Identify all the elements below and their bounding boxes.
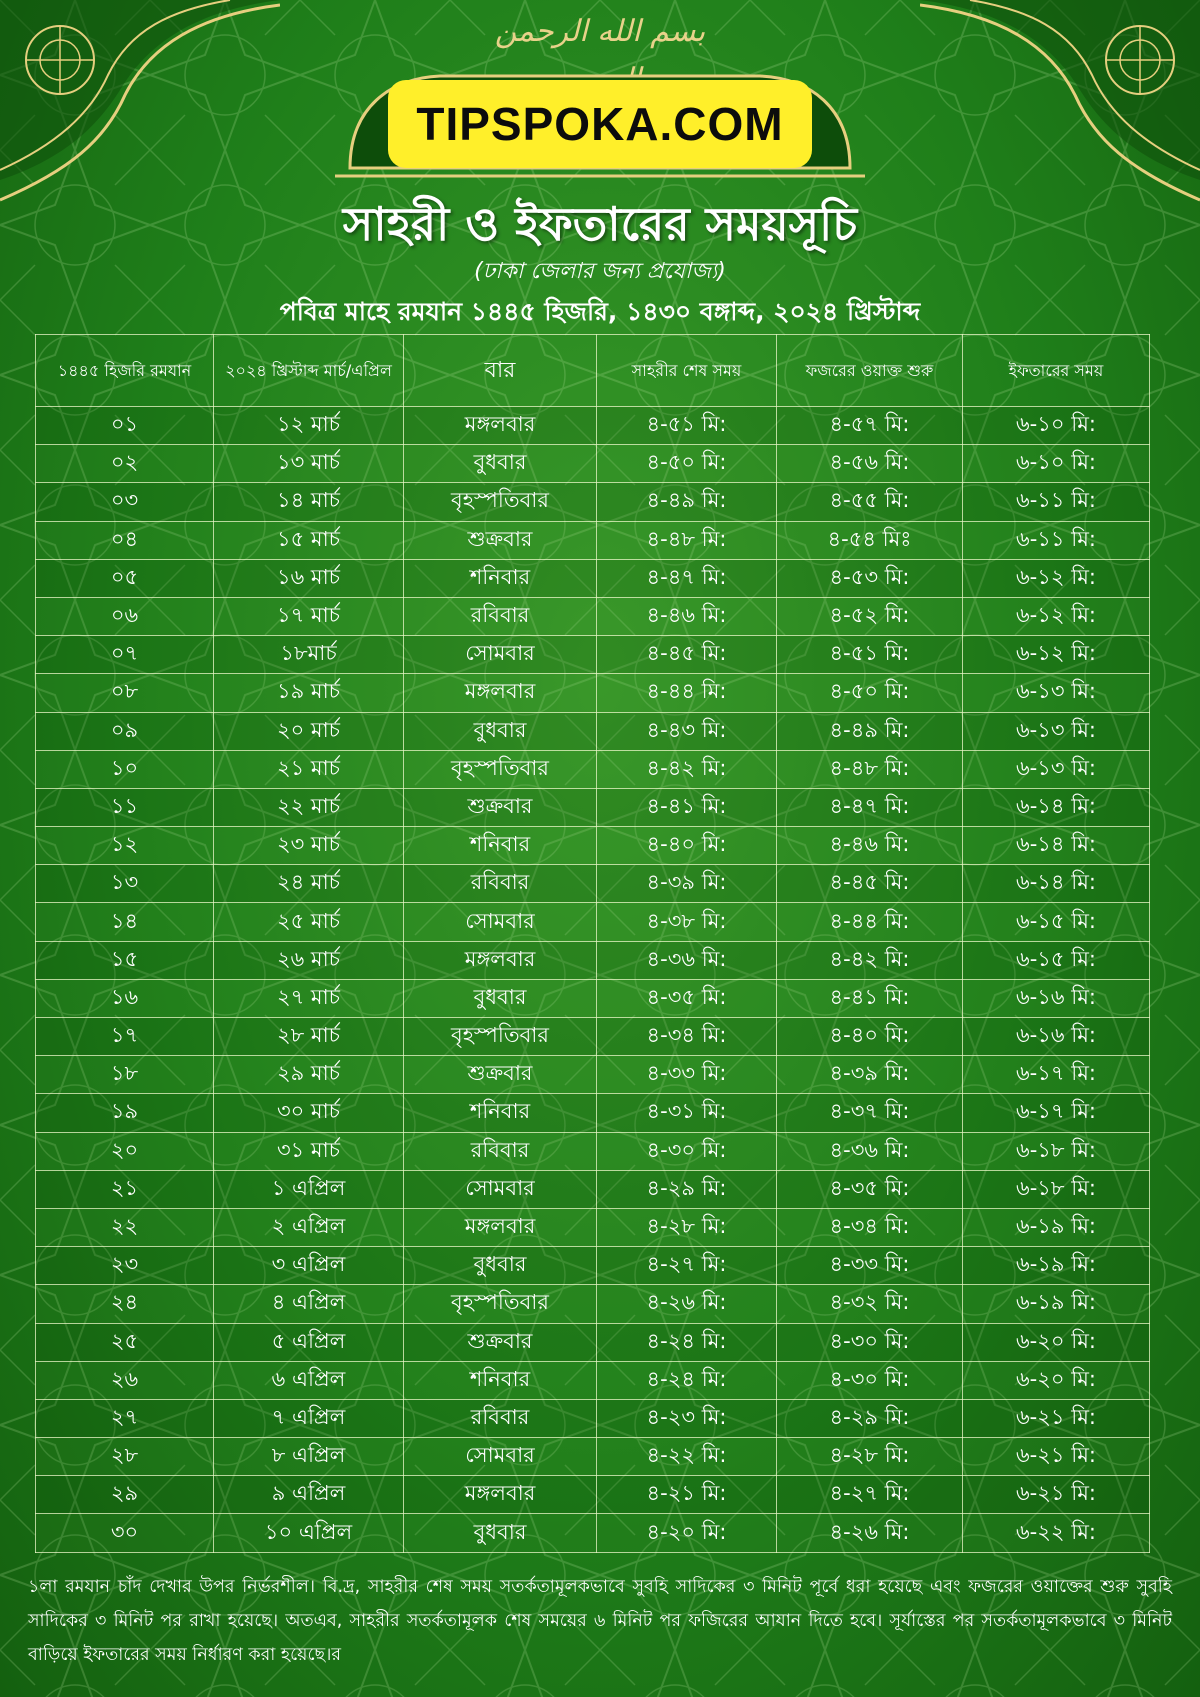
cell-fajr-start: ৪-৪৯ মি: (777, 712, 963, 750)
cell-sehri-end: ৪-৩৯ মি: (597, 865, 777, 903)
cell-day: রবিবার (404, 1399, 597, 1437)
cell-hijri: ১০ (36, 750, 214, 788)
schedule-body (36, 407, 1150, 1553)
cell-hijri: ১৯ (36, 1094, 214, 1132)
cell-fajr-start: ৪-৫৫ মি: (777, 483, 963, 521)
cell-fajr-start: ৪-৩৯ মি: (777, 1056, 963, 1094)
cell-hijri: ০১ (36, 407, 214, 445)
cell-iftar: ৬-১২ মি: (963, 597, 1150, 635)
cell-date: ২২ মার্চ (214, 788, 404, 826)
table-row (36, 1132, 1150, 1170)
cell-date: ২৬ মার্চ (214, 941, 404, 979)
cell-date: ২৫ মার্চ (214, 903, 404, 941)
cell-sehri-end: ৪-৪১ মি: (597, 788, 777, 826)
header-sehri-end: সাহরীর শেষ সময় (597, 335, 777, 407)
table-row (36, 865, 1150, 903)
cell-date: ১৬ মার্চ (214, 559, 404, 597)
cell-iftar: ৬-১০ মি: (963, 407, 1150, 445)
cell-day: শুক্রবার (404, 1056, 597, 1094)
cell-date: ২৯ মার্চ (214, 1056, 404, 1094)
cell-hijri: ০৮ (36, 674, 214, 712)
cell-fajr-start: ৪-৪২ মি: (777, 941, 963, 979)
cell-day: বৃহস্পতিবার (404, 750, 597, 788)
header-fajr-start: ফজরের ওয়াক্ত শুরু (777, 335, 963, 407)
cell-sehri-end: ৪-৪২ মি: (597, 750, 777, 788)
table-header-row (36, 335, 1150, 407)
cell-hijri: ০৬ (36, 597, 214, 635)
cell-date: ২ এপ্রিল (214, 1208, 404, 1246)
cell-iftar: ৬-১৭ মি: (963, 1094, 1150, 1132)
table-row (36, 1018, 1150, 1056)
cell-iftar: ৬-১৪ মি: (963, 827, 1150, 865)
cell-sehri-end: ৪-৪৬ মি: (597, 597, 777, 635)
cell-day: শুক্রবার (404, 1323, 597, 1361)
cell-date: ১৪ মার্চ (214, 483, 404, 521)
table-row (36, 979, 1150, 1017)
cell-sehri-end: ৪-৪৪ মি: (597, 674, 777, 712)
cell-date: ১ এপ্রিল (214, 1170, 404, 1208)
cell-date: ৩০ মার্চ (214, 1094, 404, 1132)
cell-iftar: ৬-১৪ মি: (963, 865, 1150, 903)
cell-iftar: ৬-১৩ মি: (963, 712, 1150, 750)
cell-sehri-end: ৪-৫১ মি: (597, 407, 777, 445)
cell-day: শুক্রবার (404, 788, 597, 826)
cell-iftar: ৬-১২ মি: (963, 636, 1150, 674)
cell-sehri-end: ৪-৪৭ মি: (597, 559, 777, 597)
cell-day: বৃহস্পতিবার (404, 1018, 597, 1056)
cell-date: ১৩ মার্চ (214, 445, 404, 483)
cell-hijri: ২৪ (36, 1285, 214, 1323)
cell-hijri: ০২ (36, 445, 214, 483)
schedule-table-wrapper (35, 334, 1149, 1553)
cell-hijri: ০৪ (36, 521, 214, 559)
cell-date: ১৭ মার্চ (214, 597, 404, 635)
cell-day: বৃহস্পতিবার (404, 1285, 597, 1323)
cell-day: সোমবার (404, 903, 597, 941)
footnote: ১লা রমযান চাঁদ দেখার উপর নির্ভরশীল। বি.দ্র, সাহরীর শেষ সময় সতর্কতামূলকভাবে সুবহি সাদিকের ৩ মিনিট পূর্বে ধরা হয়েছে এবং ফজরের ওয়াক্তের শুরু সুবহি সাদিকের ৩ মিনিট পর রাখা হয়েছে। অতএব, সাহরীর সতর্কতামূলক শেষ সময়ের ৬ মিনিট পর ফজিরের আযান দিতে হবে। সূর্যাস্তের পর সতর্কতামূলকভাবে ৩ মিনিট বাড়িয়ে ইফতারের সময় নির্ধারণ করা হয়েছে।র (28, 1577, 1172, 1665)
cell-iftar: ৬-১৮ মি: (963, 1132, 1150, 1170)
cell-hijri: ২৯ (36, 1476, 214, 1514)
cell-sehri-end: ৪-২২ মি: (597, 1438, 777, 1476)
cell-date: ১৫ মার্চ (214, 521, 404, 559)
cell-hijri: ২১ (36, 1170, 214, 1208)
cell-iftar: ৬-১৪ মি: (963, 788, 1150, 826)
cell-sehri-end: ৪-২৪ মি: (597, 1323, 777, 1361)
cell-date: ৩১ মার্চ (214, 1132, 404, 1170)
cell-hijri: ১২ (36, 827, 214, 865)
cell-sehri-end: ৪-২৮ মি: (597, 1208, 777, 1246)
cell-hijri: ১১ (36, 788, 214, 826)
cell-fajr-start: ৪-৫৪ মিঃ (777, 521, 963, 559)
cell-iftar: ৬-১১ মি: (963, 483, 1150, 521)
table-row (36, 559, 1150, 597)
cell-date: ৬ এপ্রিল (214, 1361, 404, 1399)
table-row (36, 750, 1150, 788)
cell-hijri: ৩০ (36, 1514, 214, 1552)
table-row (36, 712, 1150, 750)
cell-fajr-start: ৪-৫১ মি: (777, 636, 963, 674)
cell-iftar: ৬-১৯ মি: (963, 1247, 1150, 1285)
schedule-table (35, 334, 1150, 1553)
cell-date: ২৪ মার্চ (214, 865, 404, 903)
cell-date: ৭ এপ্রিল (214, 1399, 404, 1437)
cell-sehri-end: ৪-৩৪ মি: (597, 1018, 777, 1056)
cell-day: রবিবার (404, 1132, 597, 1170)
cell-day: মঙ্গলবার (404, 1208, 597, 1246)
table-row (36, 1361, 1150, 1399)
cell-hijri: ০৫ (36, 559, 214, 597)
cell-fajr-start: ৪-৫০ মি: (777, 674, 963, 712)
table-row (36, 407, 1150, 445)
cell-iftar: ৬-২২ মি: (963, 1514, 1150, 1552)
table-row (36, 903, 1150, 941)
cell-day: মঙ্গলবার (404, 941, 597, 979)
cell-fajr-start: ৪-৩০ মি: (777, 1361, 963, 1399)
cell-fajr-start: ৪-৪০ মি: (777, 1018, 963, 1056)
cell-date: ২৩ মার্চ (214, 827, 404, 865)
cell-date: ৪ এপ্রিল (214, 1285, 404, 1323)
cell-date: ১৯ মার্চ (214, 674, 404, 712)
cell-date: ২৭ মার্চ (214, 979, 404, 1017)
cell-fajr-start: ৪-৪৫ মি: (777, 865, 963, 903)
cell-day: মঙ্গলবার (404, 1476, 597, 1514)
cell-fajr-start: ৪-৩০ মি: (777, 1323, 963, 1361)
table-row (36, 788, 1150, 826)
cell-hijri: ১৬ (36, 979, 214, 1017)
cell-hijri: ০৭ (36, 636, 214, 674)
cell-iftar: ৬-১৮ মি: (963, 1170, 1150, 1208)
cell-sehri-end: ৪-২৭ মি: (597, 1247, 777, 1285)
cell-hijri: ১৭ (36, 1018, 214, 1056)
cell-fajr-start: ৪-২৬ মি: (777, 1514, 963, 1552)
table-row (36, 1094, 1150, 1132)
cell-day: বুধবার (404, 1247, 597, 1285)
bismillah-calligraphy: بسم الله الرحمن (494, 14, 706, 49)
table-row (36, 1170, 1150, 1208)
table-row (36, 1438, 1150, 1476)
cell-fajr-start: ৪-৪৪ মি: (777, 903, 963, 941)
cell-day: শনিবার (404, 827, 597, 865)
table-row (36, 1208, 1150, 1246)
cell-day: শনিবার (404, 1094, 597, 1132)
cell-day: মঙ্গলবার (404, 407, 597, 445)
cell-hijri: ২৭ (36, 1399, 214, 1437)
header-hijri: ১৪৪৫ হিজরি রমযান (36, 335, 214, 407)
cell-date: ২০ মার্চ (214, 712, 404, 750)
cell-date: ১০ এপ্রিল (214, 1514, 404, 1552)
cell-iftar: ৬-১৯ মি: (963, 1285, 1150, 1323)
cell-fajr-start: ৪-৩৭ মি: (777, 1094, 963, 1132)
cell-iftar: ৬-১৩ মি: (963, 750, 1150, 788)
cell-fajr-start: ৪-৩২ মি: (777, 1285, 963, 1323)
cell-date: ২৮ মার্চ (214, 1018, 404, 1056)
cell-fajr-start: ৪-৪১ মি: (777, 979, 963, 1017)
table-row (36, 445, 1150, 483)
cell-day: মঙ্গলবার (404, 674, 597, 712)
cell-date: ৯ এপ্রিল (214, 1476, 404, 1514)
cell-hijri: ০৯ (36, 712, 214, 750)
cell-sehri-end: ৪-২৩ মি: (597, 1399, 777, 1437)
cell-sehri-end: ৪-৩০ মি: (597, 1132, 777, 1170)
table-row (36, 597, 1150, 635)
cell-sehri-end: ৪-৪৯ মি: (597, 483, 777, 521)
cell-day: বৃহস্পতিবার (404, 483, 597, 521)
cell-iftar: ৬-১৩ মি: (963, 674, 1150, 712)
page-subtitle: (ঢাকা জেলার জন্য প্রযোজ্য) (474, 259, 726, 284)
page-title: সাহরী ও ইফতারের সময়সূচি (342, 197, 858, 251)
cell-day: বুধবার (404, 1514, 597, 1552)
cell-iftar: ৬-১৫ মি: (963, 941, 1150, 979)
cell-iftar: ৬-২০ মি: (963, 1323, 1150, 1361)
cell-iftar: ৬-২১ মি: (963, 1438, 1150, 1476)
cell-sehri-end: ৪-৩৬ মি: (597, 941, 777, 979)
cell-iftar: ৬-১১ মি: (963, 521, 1150, 559)
table-row (36, 521, 1150, 559)
cell-date: ৩ এপ্রিল (214, 1247, 404, 1285)
cell-iftar: ৬-১৭ মি: (963, 1056, 1150, 1094)
cell-iftar: ৬-১৯ মি: (963, 1208, 1150, 1246)
cell-fajr-start: ৪-৩৫ মি: (777, 1170, 963, 1208)
cell-sehri-end: ৪-৪৮ মি: (597, 521, 777, 559)
cell-sehri-end: ৪-২০ মি: (597, 1514, 777, 1552)
header-date: ২০২৪ খ্রিস্টাব্দ মার্চ/এপ্রিল (214, 335, 404, 407)
cell-fajr-start: ৪-৪৭ মি: (777, 788, 963, 826)
cell-iftar: ৬-২০ মি: (963, 1361, 1150, 1399)
cell-hijri: ২৫ (36, 1323, 214, 1361)
cell-day: শনিবার (404, 1361, 597, 1399)
cell-fajr-start: ৪-৫৩ মি: (777, 559, 963, 597)
cell-hijri: ২৩ (36, 1247, 214, 1285)
cell-fajr-start: ৪-২৭ মি: (777, 1476, 963, 1514)
cell-sehri-end: ৪-২১ মি: (597, 1476, 777, 1514)
cell-sehri-end: ৪-৩৫ মি: (597, 979, 777, 1017)
cell-sehri-end: ৪-২৯ মি: (597, 1170, 777, 1208)
cell-hijri: ১৩ (36, 865, 214, 903)
cell-hijri: ১৫ (36, 941, 214, 979)
cell-hijri: ২৮ (36, 1438, 214, 1476)
cell-day: রবিবার (404, 597, 597, 635)
cell-hijri: ২০ (36, 1132, 214, 1170)
cell-sehri-end: ৪-৩৮ মি: (597, 903, 777, 941)
cell-sehri-end: ৪-৪৩ মি: (597, 712, 777, 750)
cell-iftar: ৬-২১ মি: (963, 1476, 1150, 1514)
cell-fajr-start: ৪-২৯ মি: (777, 1399, 963, 1437)
table-row (36, 1323, 1150, 1361)
cell-iftar: ৬-১২ মি: (963, 559, 1150, 597)
cell-sehri-end: ৪-৩৩ মি: (597, 1056, 777, 1094)
cell-sehri-end: ৪-২৬ মি: (597, 1285, 777, 1323)
cell-day: সোমবার (404, 1170, 597, 1208)
cell-fajr-start: ৪-৪৮ মি: (777, 750, 963, 788)
table-row (36, 941, 1150, 979)
cell-fajr-start: ৪-৩৩ মি: (777, 1247, 963, 1285)
cell-fajr-start: ৪-৪৬ মি: (777, 827, 963, 865)
cell-sehri-end: ৪-৫০ মি: (597, 445, 777, 483)
cell-iftar: ৬-১০ মি: (963, 445, 1150, 483)
cell-day: বুধবার (404, 445, 597, 483)
header-iftar: ইফতারের সময় (963, 335, 1150, 407)
cell-date: ২১ মার্চ (214, 750, 404, 788)
cell-day: শুক্রবার (404, 521, 597, 559)
table-row (36, 1514, 1150, 1552)
cell-date: ১৮মার্চ (214, 636, 404, 674)
table-row (36, 1476, 1150, 1514)
cell-sehri-end: ৪-৪৫ মি: (597, 636, 777, 674)
table-row (36, 1285, 1150, 1323)
cell-date: ৫ এপ্রিল (214, 1323, 404, 1361)
table-row (36, 674, 1150, 712)
cell-fajr-start: ৪-২৮ মি: (777, 1438, 963, 1476)
cell-day: সোমবার (404, 636, 597, 674)
cell-fajr-start: ৪-৩৬ মি: (777, 1132, 963, 1170)
cell-iftar: ৬-১৬ মি: (963, 1018, 1150, 1056)
table-row (36, 1247, 1150, 1285)
year-info: পবিত্র মাহে রমযান ১৪৪৫ হিজরি, ১৪৩০ বঙ্গাব্দ, ২০২৪ খ্রিস্টাব্দ (279, 297, 921, 326)
cell-day: সোমবার (404, 1438, 597, 1476)
cell-date: ১২ মার্চ (214, 407, 404, 445)
table-row (36, 1056, 1150, 1094)
cell-fajr-start: ৪-৫৭ মি: (777, 407, 963, 445)
cell-iftar: ৬-১৬ মি: (963, 979, 1150, 1017)
cell-day: বুধবার (404, 979, 597, 1017)
cell-sehri-end: ৪-৪০ মি: (597, 827, 777, 865)
cell-sehri-end: ৪-৩১ মি: (597, 1094, 777, 1132)
cell-iftar: ৬-১৫ মি: (963, 903, 1150, 941)
cell-day: শনিবার (404, 559, 597, 597)
cell-hijri: ২২ (36, 1208, 214, 1246)
cell-iftar: ৬-২১ মি: (963, 1399, 1150, 1437)
cell-hijri: ১৮ (36, 1056, 214, 1094)
cell-day: রবিবার (404, 865, 597, 903)
cell-date: ৮ এপ্রিল (214, 1438, 404, 1476)
cell-fajr-start: ৪-৫২ মি: (777, 597, 963, 635)
cell-hijri: ১৪ (36, 903, 214, 941)
cell-sehri-end: ৪-২৪ মি: (597, 1361, 777, 1399)
cell-hijri: ২৬ (36, 1361, 214, 1399)
cell-fajr-start: ৪-৫৬ মি: (777, 445, 963, 483)
cell-fajr-start: ৪-৩৪ মি: (777, 1208, 963, 1246)
table-row (36, 827, 1150, 865)
table-row (36, 1399, 1150, 1437)
table-row (36, 636, 1150, 674)
header-day: বার (404, 335, 597, 407)
cell-hijri: ০৩ (36, 483, 214, 521)
brand-banner: TIPSPOKA.COM (388, 80, 812, 168)
cell-day: বুধবার (404, 712, 597, 750)
table-row (36, 483, 1150, 521)
